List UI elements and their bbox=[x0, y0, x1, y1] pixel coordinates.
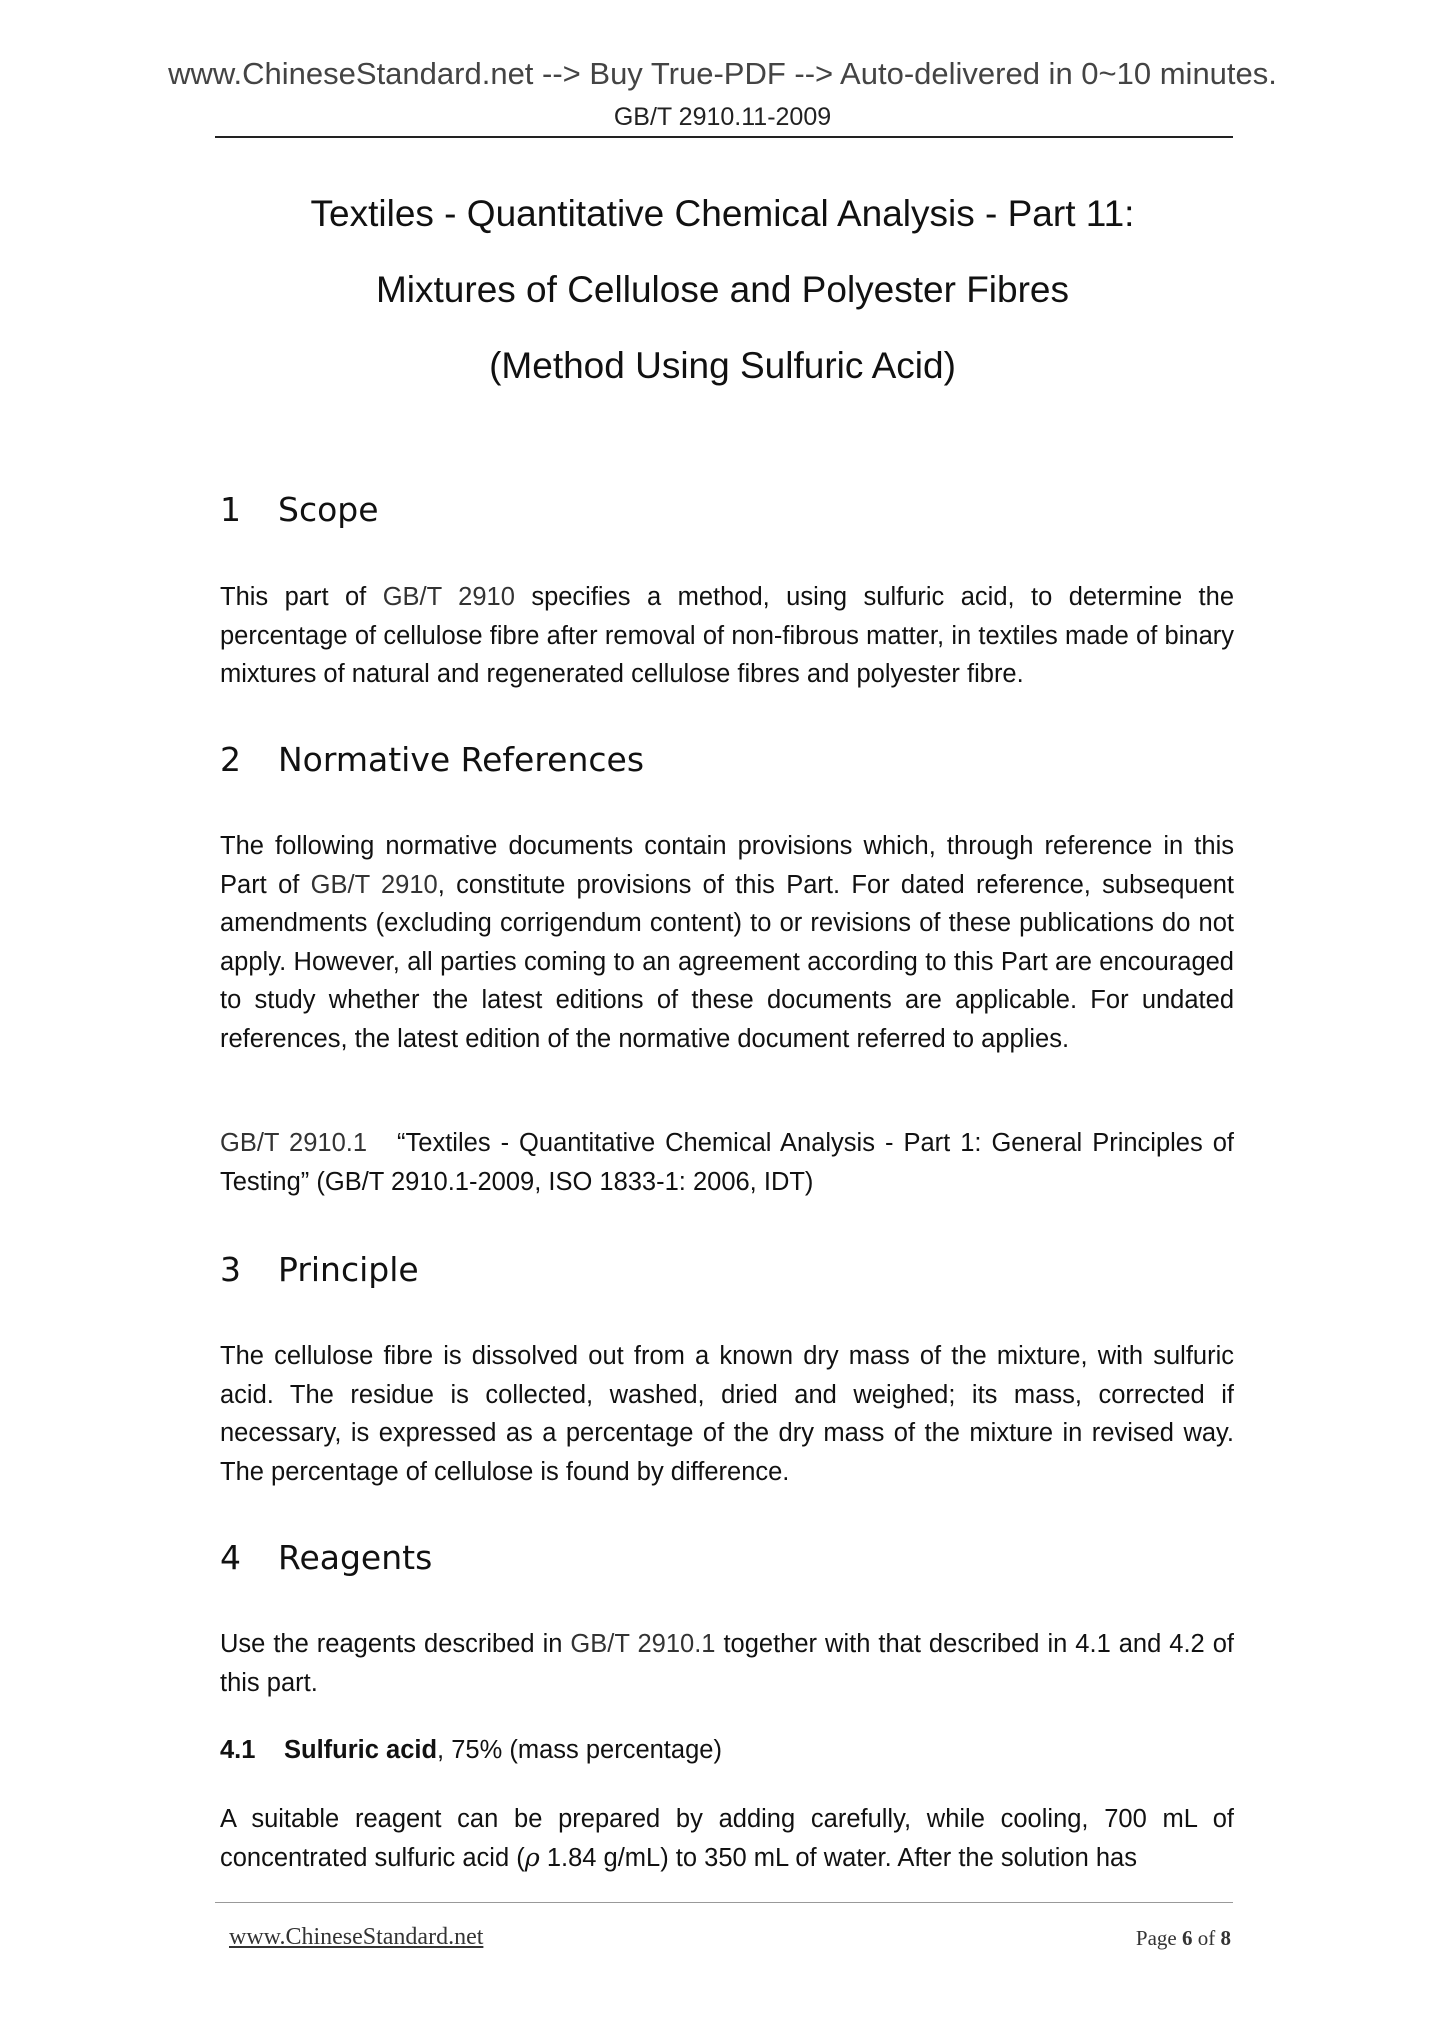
section-number: 4 bbox=[220, 1538, 241, 1577]
text-run: The following normative documents contain provisions which, through reference in this Part of bbox=[220, 832, 1234, 899]
text-run: together with that described in 4.1 and 4.2 of this part. bbox=[220, 1630, 1234, 1697]
text-run: This part of bbox=[220, 583, 383, 611]
reference-link[interactable]: GB/T 2910 bbox=[382, 583, 515, 611]
text-run: A suitable reagent can be prepared by adding carefully, while cooling, 700 mL of concentrated sulfuric acid ( bbox=[220, 1805, 1234, 1872]
text-run: specifies a method, using sulfuric acid, to determine the percentage of cellulose fibre after removal of non-fibrous matter, in textiles made of binary mixtures of natural and regenerated cellulose fibres and polyester fibre. bbox=[220, 583, 1235, 688]
section-heading-scope bbox=[220, 490, 379, 529]
top-banner[interactable]: www.ChineseStandard.net --> Buy True-PDF --> Auto-delivered in 0~10 minutes. bbox=[168, 56, 1277, 91]
scope-paragraph bbox=[220, 578, 1234, 694]
subclause-4-1 bbox=[220, 1731, 1234, 1770]
section-title: Principle bbox=[278, 1250, 419, 1289]
page-total: 8 bbox=[1220, 1926, 1231, 1950]
header-divider bbox=[215, 136, 1233, 138]
text-run: , constitute provisions of this Part. For dated reference, subsequent amendments (excluding corrigendum content) to or revisions of these publications do not apply. However, all parties coming to an agreement according to this Part are encouraged to study whether the latest editions of these documents are applicable. For undated references, the latest edition of the normative document referred to applies. bbox=[220, 870, 1235, 1053]
section-number: 1 bbox=[220, 490, 241, 529]
sulfuric-acid-preparation-paragraph bbox=[220, 1800, 1234, 1877]
section-number: 2 bbox=[220, 740, 241, 779]
section-title: Scope bbox=[278, 490, 379, 529]
principle-paragraph: The cellulose fibre is dissolved out from a known dry mass of the mixture, with sulfuric acid. The residue is collected, washed, dried and weighed; its mass, corrected if necessary, is expressed as a percentage of the dry mass of the mixture in revised way. The percentage of cellulose is found by difference. bbox=[220, 1342, 1234, 1486]
section-title: Normative References bbox=[278, 740, 645, 779]
reagents-paragraph bbox=[220, 1625, 1234, 1702]
reference-link[interactable]: GB/T 2910.1 bbox=[570, 1630, 716, 1658]
section-heading-normative-references bbox=[220, 740, 644, 779]
page-number: 6 bbox=[1182, 1926, 1193, 1950]
section-heading-principle bbox=[220, 1250, 419, 1289]
normative-references-paragraph bbox=[220, 827, 1234, 1058]
text-run: 1.84 g/mL) to 350 mL of water. After the solution has bbox=[539, 1843, 1137, 1872]
referenced-standard-entry bbox=[220, 1124, 1234, 1201]
text-run: , 75% (mass percentage) bbox=[437, 1736, 722, 1764]
reference-link[interactable]: GB/T 2910.1 bbox=[220, 1129, 368, 1157]
footer-divider bbox=[215, 1902, 1233, 1903]
title-line-2: Mixtures of Cellulose and Polyester Fibres bbox=[375, 269, 1069, 310]
title-line-3: (Method Using Sulfuric Acid) bbox=[489, 345, 956, 386]
standard-code: GB/T 2910.11-2009 bbox=[613, 103, 832, 131]
rho-symbol: ρ bbox=[524, 1842, 540, 1873]
subclause-number: 4.1 bbox=[220, 1736, 256, 1764]
text-run: Use the reagents described in bbox=[220, 1630, 571, 1658]
footer-site-link[interactable]: www.ChineseStandard.net bbox=[229, 1924, 484, 1950]
title-line-1: Textiles - Quantitative Chemical Analysis - Part 11: bbox=[310, 193, 1135, 234]
text-run: “Textiles - Quantitative Chemical Analysis - Part 1: General Principles of Testing” (GB/T 2910.1-2009, ISO 1833-1: 2006, IDT) bbox=[220, 1129, 1234, 1196]
subclause-title: Sulfuric acid bbox=[284, 1736, 438, 1764]
section-heading-reagents bbox=[220, 1538, 432, 1577]
section-title: Reagents bbox=[278, 1538, 433, 1577]
reference-link[interactable]: GB/T 2910 bbox=[310, 870, 438, 899]
of-label: of bbox=[1192, 1926, 1221, 1950]
page-indicator bbox=[1136, 1926, 1231, 1951]
page-label: Page bbox=[1135, 1926, 1182, 1950]
section-number: 3 bbox=[220, 1250, 241, 1289]
